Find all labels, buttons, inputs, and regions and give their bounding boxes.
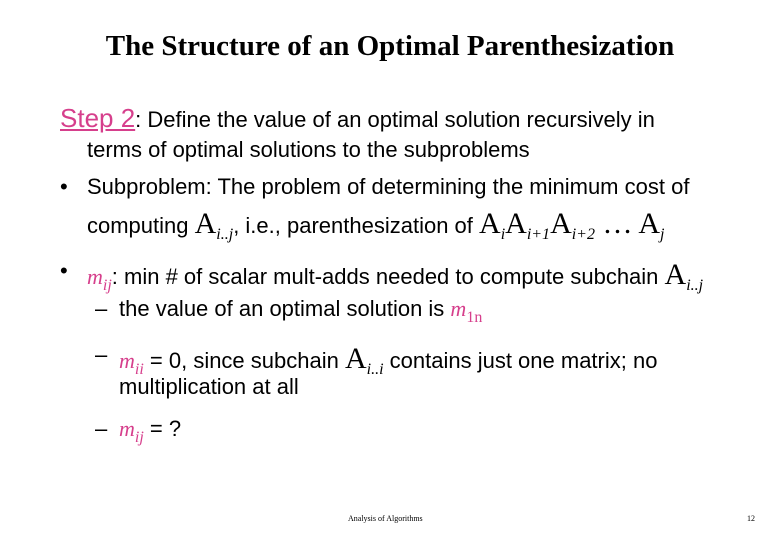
- sub-ij-2: i..j: [686, 277, 704, 294]
- dash-2-line-2: multiplication at all: [119, 374, 299, 399]
- m-sub-ij: ij: [102, 277, 112, 294]
- m-sub-ij-2: ij: [134, 429, 144, 446]
- dash-3-marker: –: [95, 416, 108, 441]
- m-sub-1n: 1n: [466, 309, 483, 326]
- matrix-A-j: A: [638, 207, 661, 240]
- dash-1-line: [119, 296, 482, 327]
- matrix-A-ii: A: [344, 342, 367, 375]
- sub-i1: i+1: [526, 226, 551, 243]
- subproblem-line-2: [87, 207, 664, 244]
- bullet-1-marker: •: [60, 174, 68, 199]
- sub-i2: i+2: [571, 226, 595, 243]
- page-number: 12: [747, 514, 755, 523]
- sub-i: i: [500, 226, 506, 243]
- step-colon: :: [135, 107, 142, 132]
- footer-course: Analysis of Algorithms: [348, 514, 423, 523]
- sub-j: j: [660, 226, 665, 243]
- dash-2-text-b: contains just one matrix; no: [383, 348, 658, 373]
- m-symbol: m: [87, 264, 103, 289]
- dash-2-marker: –: [95, 342, 108, 367]
- ellipsis: …: [594, 207, 639, 240]
- subproblem-prefix: computing: [87, 213, 195, 238]
- bullet-2-marker: •: [60, 258, 68, 283]
- matrix-A-ij: A: [194, 207, 217, 240]
- dash-2-text-a: = 0, since subchain: [143, 348, 345, 373]
- m-symbol-2: m: [450, 296, 467, 321]
- sub-ii: i..i: [366, 361, 384, 378]
- dash-3-line: [119, 416, 181, 447]
- mij-definition-line: [87, 258, 703, 295]
- subproblem-line-1: Subproblem: The problem of determining the minimum cost of: [87, 174, 690, 199]
- slide-title: The Structure of an Optimal Parenthesization: [105, 30, 675, 62]
- dash-3-text: = ?: [143, 416, 182, 441]
- matrix-A-i2: A: [550, 207, 572, 240]
- m-symbol-4: m: [119, 416, 135, 441]
- m-symbol-3: m: [119, 348, 135, 373]
- subproblem-mid: , i.e., parenthesization of: [233, 213, 480, 238]
- dash-1-text: the value of an optimal solution is: [119, 296, 451, 321]
- step-label: Step 2: [60, 103, 136, 133]
- step-text-1: Define the value of an optimal solution recursively in: [141, 107, 655, 132]
- matrix-A-ij-2: A: [664, 258, 687, 291]
- step-2-line-2: terms of optimal solutions to the subproblems: [87, 137, 530, 162]
- m-sub-ii: ii: [134, 361, 144, 378]
- dash-1-marker: –: [95, 296, 108, 321]
- step-2-line-1: [60, 103, 655, 134]
- matrix-A-i: A: [479, 207, 501, 240]
- sub-ij: i..j: [216, 226, 234, 243]
- mij-def-text: : min # of scalar mult-adds needed to compute subchain: [111, 264, 665, 289]
- matrix-A-i1: A: [505, 207, 527, 240]
